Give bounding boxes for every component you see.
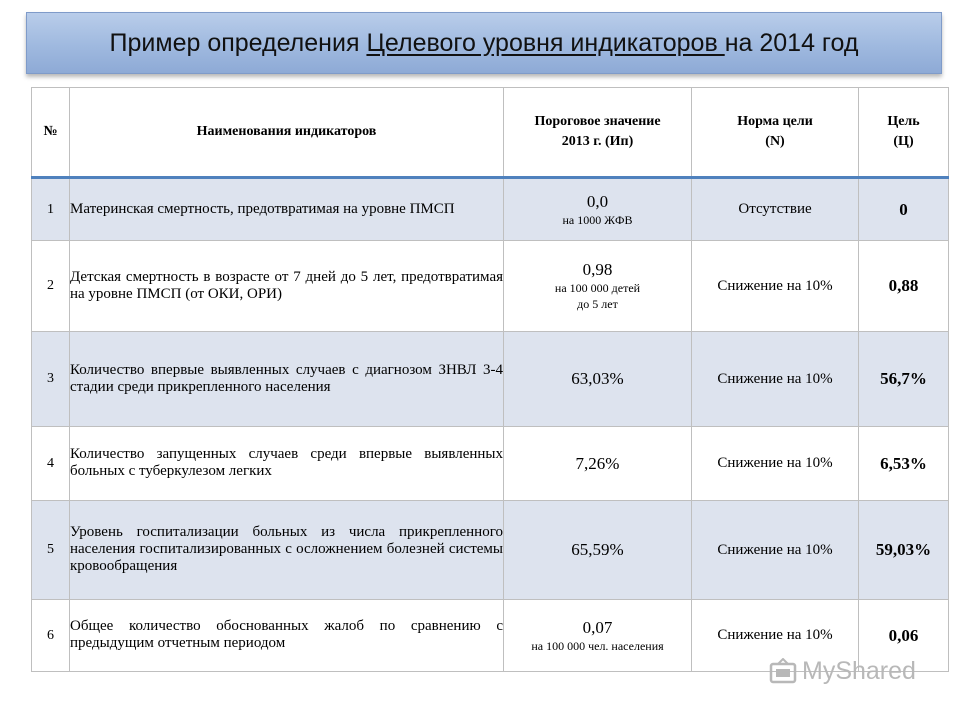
row-num: 3 <box>32 332 70 427</box>
row-name-text: Общее количество обоснованных жалоб по сравнению с предыдущим отчетным периодом <box>70 618 503 651</box>
row-threshold-value: 7,26% <box>575 453 620 473</box>
row-threshold-value: 0,07 <box>582 617 613 637</box>
row-threshold-unit: на 1000 ЖФВ <box>562 212 633 227</box>
title-banner <box>26 12 942 74</box>
row-threshold-value: 65,59% <box>571 540 624 559</box>
row-threshold <box>504 600 692 672</box>
row-threshold <box>504 501 692 600</box>
row-norm: Снижение на 10% <box>692 332 859 427</box>
table-header-row <box>32 88 949 178</box>
row-num: 2 <box>32 241 70 332</box>
row-norm: Снижение на 10% <box>692 427 859 501</box>
title-pre: Пример определения <box>109 28 367 57</box>
myshared-logo-icon <box>768 658 798 686</box>
row-name <box>70 600 504 672</box>
row-name <box>70 332 504 427</box>
table-row <box>32 332 949 427</box>
page-title <box>110 29 859 58</box>
row-name-text: Уровень госпитализации больных из числа прикрепленного населения госпитализированных с осложнением болезней системы кровообращения <box>70 524 503 574</box>
row-name-text: Материнская смертность, предотвратимая на уровне ПМСП <box>70 200 455 217</box>
row-goal: 0,06 <box>859 600 949 672</box>
row-num: 1 <box>32 178 70 241</box>
watermark <box>768 657 916 686</box>
header-threshold-line1: Пороговое значение <box>534 114 661 129</box>
header-name: Наименования индикаторов <box>70 88 504 178</box>
title-underlined: Целевого уровня индикаторов <box>366 28 725 57</box>
row-threshold <box>504 332 692 427</box>
row-name-text: Количество запущенных случаев среди впервые выявленных больных с туберкулезом легких <box>70 446 503 479</box>
row-threshold <box>504 427 692 501</box>
row-norm: Отсутствие <box>692 178 859 241</box>
row-goal: 0,88 <box>859 241 949 332</box>
table-row <box>32 501 949 600</box>
header-threshold <box>504 88 692 178</box>
row-norm: Снижение на 10% <box>692 600 859 672</box>
indicators-table <box>31 87 949 672</box>
header-norm <box>692 88 859 178</box>
header-goal-line1: Цель <box>887 114 920 129</box>
row-num: 5 <box>32 501 70 600</box>
row-name <box>70 501 504 600</box>
header-goal <box>859 88 949 178</box>
row-num: 4 <box>32 427 70 501</box>
row-name-text: Детская смертность в возрасте от 7 дней до 5 лет, предотвратимая на уровне ПМСП (от ОКИ, ОРИ) <box>70 268 503 302</box>
row-goal: 59,03% <box>859 501 949 600</box>
row-norm: Снижение на 10% <box>692 501 859 600</box>
header-num: № <box>32 88 70 178</box>
row-name-text: Количество впервые выявленных случаев с диагнозом ЗНВЛ 3-4 стадии среди прикрепленного населения <box>70 361 503 395</box>
row-name <box>70 427 504 501</box>
row-threshold <box>504 241 692 332</box>
row-name <box>70 178 504 241</box>
table-row <box>32 241 949 332</box>
watermark-text: MyShared <box>802 657 916 685</box>
row-threshold-value: 63,03% <box>571 369 624 388</box>
table-row <box>32 178 949 241</box>
header-goal-line2: (Ц) <box>893 134 914 149</box>
row-threshold <box>504 178 692 241</box>
row-threshold-value: 0,98 <box>582 260 613 279</box>
header-threshold-line2: 2013 г. (Ип) <box>561 134 634 149</box>
row-threshold-unit-2: до 5 лет <box>577 297 618 311</box>
header-norm-line1: Норма цели <box>737 114 813 129</box>
header-norm-line2: (N) <box>765 134 785 149</box>
row-name <box>70 241 504 332</box>
row-norm: Снижение на 10% <box>692 241 859 332</box>
row-goal: 0 <box>859 178 949 241</box>
title-post: на 2014 год <box>724 28 859 57</box>
row-goal: 6,53% <box>859 427 949 501</box>
row-threshold-value: 0,0 <box>586 191 609 211</box>
row-threshold-unit: на 100 000 детей <box>554 281 641 295</box>
row-threshold-unit: на 100 000 чел. населения <box>531 638 664 653</box>
row-goal: 56,7% <box>859 332 949 427</box>
row-num: 6 <box>32 600 70 672</box>
table-row <box>32 427 949 501</box>
